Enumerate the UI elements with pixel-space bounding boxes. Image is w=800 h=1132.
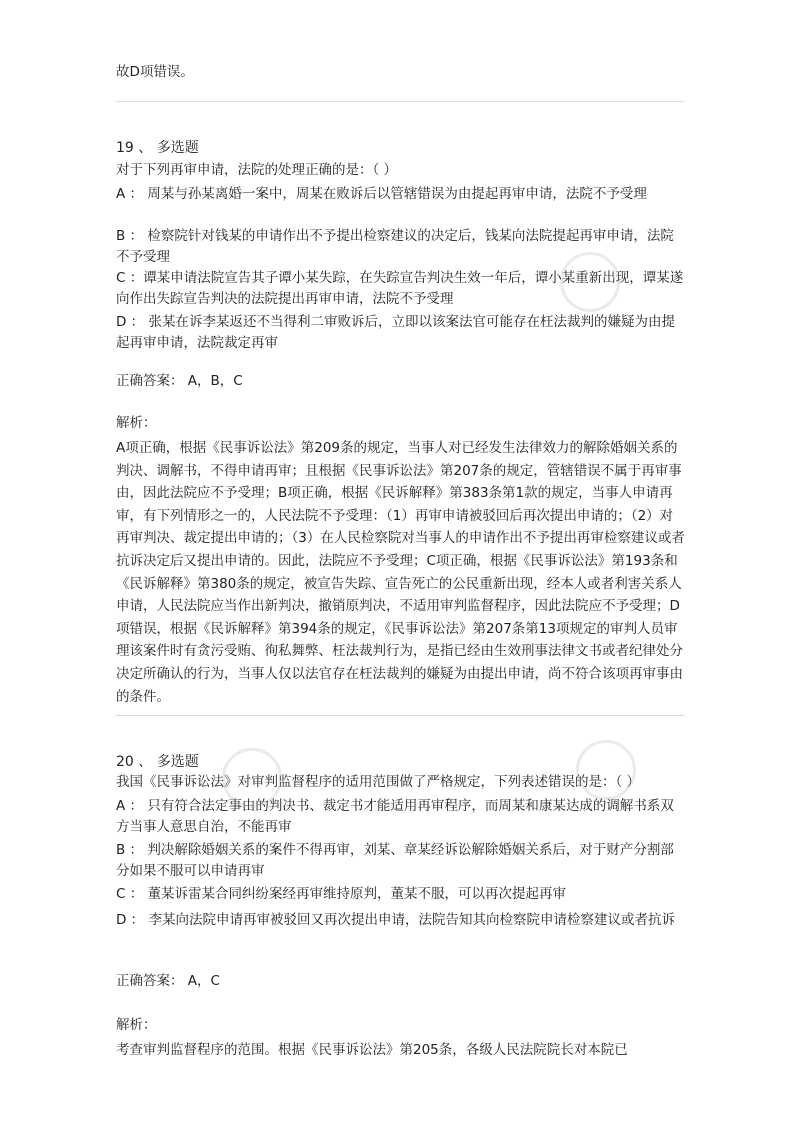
q19-analysis-label: 解析： — [116, 415, 157, 431]
question-divider — [116, 101, 684, 102]
q19-option-a: A ： 周某与孙某离婚一案中，周某在败诉后以管辖错误为由提起再审申请，法院不予受理 — [116, 186, 647, 202]
q20-analysis-label: 解析： — [116, 1017, 157, 1033]
q19-option-d: D ： 张某在诉李某返还不当得利二审败诉后，立即以该案法官可能存在枉法裁判的嫌疑为由提起再审申请，法院裁定再审 — [116, 314, 675, 351]
q19-option-b: B ： 检察院针对钱某的申请作出不予提出检察建议的决定后，钱某向法院提起再审申请，法院不予受理 — [116, 228, 674, 265]
q20-analysis: 考查审判监督程序的范围。根据《民事诉讼法》第205条，各级人民法院院长对本院已 — [116, 1042, 628, 1058]
q20-number: 20 、 多选题 — [116, 754, 199, 770]
q20-option-b: B ： 判决解除婚姻关系的案件不得再审，刘某、章某经诉讼解除婚姻关系后，对于财产分割部分如果不服可以申请再审 — [116, 842, 674, 879]
q19-option-c: C ：谭某申请法院宣告其子谭小某失踪，在失踪宣告判决生效一年后，谭小某重新出现，谭某遂向作出失踪宣告判决的法院提出再审申请，法院不予受理 — [116, 270, 684, 307]
q20-answer: 正确答案： A，C — [116, 973, 220, 989]
q20-option-d: D ： 李某向法院申请再审被驳回又再次提出申请，法院告知其向检察院申请检察建议或者抗诉 — [116, 912, 675, 928]
q20-option-c: C ： 董某诉雷某合同纠纷案经再审维持原判，董某不服，可以再次提起再审 — [116, 886, 567, 902]
q19-number: 19 、 多选题 — [116, 140, 199, 156]
q19-stem: 对于下列再审申请，法院的处理正确的是：（ ） — [116, 162, 398, 178]
q19-analysis: A项正确，根据《民事诉讼法》第209条的规定，当事人对已经发生法律效力的解除婚姻关系的判决、调解书，不得申请再审；且根据《民事诉讼法》第207条的规定，管辖错误不属于再审事由，因此法院应不予受理；B项正确，根据《民诉解释》第383条第1款的规定，当事人申请再审，有下列情形之一的，人民法院不予受理：（1）再审申请被驳回后再次提出申请的；（2）对再审判决、裁定提出申请的；（3）在人民检察院对当事人的申请作出不予提出再审检察建议或者抗诉决定后又提出申请的。因此，法院应不予受理；C项正确，根据《民事诉讼法》第193条和《民诉解释》第380条的规定，被宣告失踪、宣告死亡的公民重新出现，经本人或者利害关系人申请，人民法院应当作出新判决，撤销原判决，不适用审判监督程序，因此法院应不予受理；D项错误，根据《民诉解释》第394条的规定，《民事诉讼法》第207条第13项规定的审判人员审理该案件时有贪污受贿、徇私舞弊、枉法裁判行为，是指已经由生效刑事法律文书或者纪律处分决定所确认的行为，当事人仅以法官存在枉法裁判的嫌疑为由提出申请，尚不符合该项再审事由的条件。 — [116, 440, 685, 705]
q19-answer: 正确答案： A，B，C — [116, 373, 243, 389]
q20-stem: 我国《民事诉讼法》对审判监督程序的适用范围做了严格规定，下列表述错误的是：（ ） — [116, 774, 641, 790]
previous-analysis-tail: 故D项错误。 — [116, 64, 194, 80]
question-divider — [116, 715, 684, 716]
q20-option-a: A ： 只有符合法定事由的判决书、裁定书才能适用再审程序，而周某和康某达成的调解书系双方当事人意思自治，不能再审 — [116, 798, 674, 835]
